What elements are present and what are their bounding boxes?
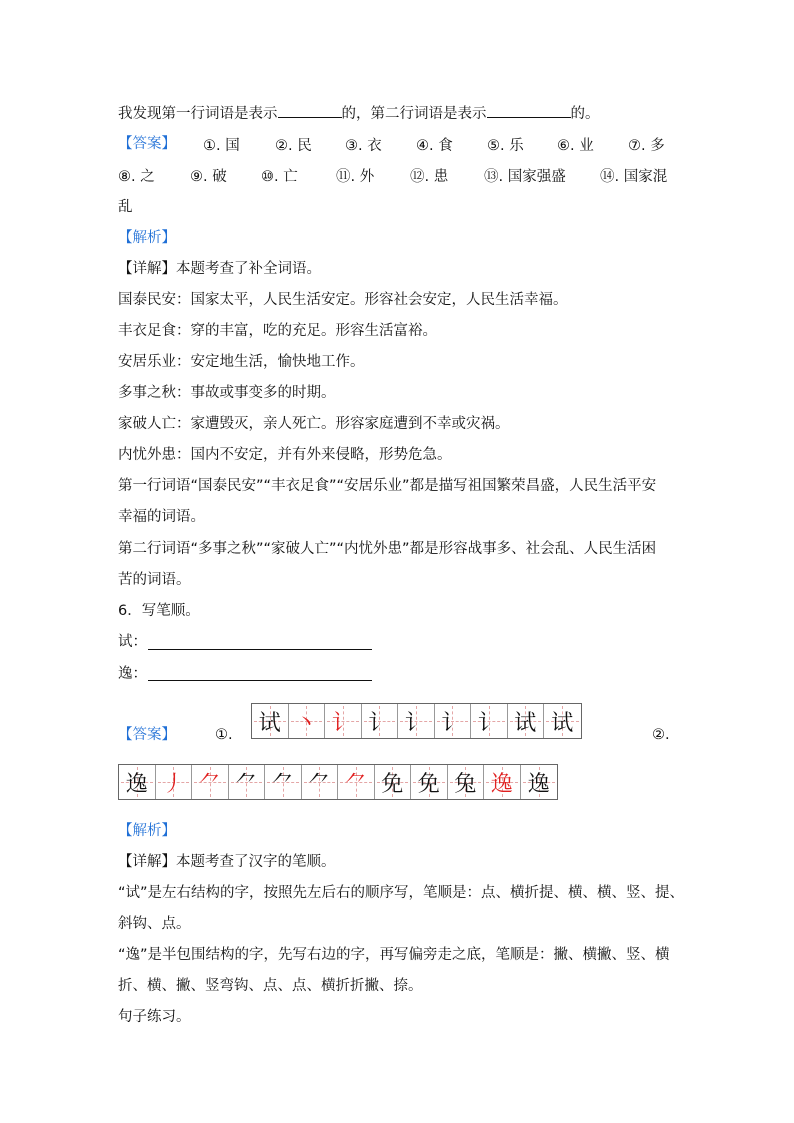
answer-13: ⑬. 国家强盛	[484, 169, 566, 185]
analysis-label: 【解析】	[118, 230, 176, 246]
q6-item-shi-label: 试：	[118, 634, 147, 650]
stroke-cell: 免	[411, 765, 448, 799]
explanation: 家破人亡：家遭毁灭，亲人死亡。形容家庭遭到不幸或灾祸。	[118, 416, 510, 432]
yi-explanation-2: 折、横、撇、竖弯钩、点、点、横折折撇、捺。	[118, 978, 423, 994]
detail-2: 【详解】本题考查了汉字的笔顺。	[118, 854, 336, 870]
explanation: 第二行词语“多事之秋”“家破人亡”“内忧外患”都是形容战事多、社会乱、人民生活困	[118, 541, 657, 557]
stroke-cell: 试	[252, 704, 289, 738]
explanation: 多事之秋：事故或事变多的时期。	[118, 385, 336, 401]
stroke-cell: 逸	[484, 765, 521, 799]
explanation: 丰衣足食：穿的丰富，吃的充足。形容生活富裕。	[118, 323, 437, 339]
yi-explanation-1: “逸”是半包围结构的字，先写右边的字，再写偏旁走之底，笔顺是：撇、横撇、竖、横	[118, 947, 670, 963]
last-line: 句子练习。	[118, 1009, 191, 1025]
answer-8: ⑧. 之	[118, 169, 155, 185]
stroke-cell: 逸	[119, 765, 156, 799]
answer-2: ②. 民	[275, 138, 312, 154]
answer-12: ⑫. 患	[410, 169, 449, 185]
answer-wrap: 乱	[118, 199, 133, 215]
q5-prompt-part1: 我发现第一行词语是表示	[118, 106, 278, 122]
stroke-cell: 讠	[435, 704, 472, 738]
explanation: 第一行词语“国泰民安”“丰衣足食”“安居乐业”都是描写祖国繁荣昌盛，人民生活平安	[118, 478, 657, 494]
q5-prompt-part3: 的。	[570, 106, 600, 122]
stroke-cell: 试	[544, 704, 581, 738]
blank-1[interactable]	[278, 103, 342, 118]
q6-marker-2: ②.	[652, 727, 670, 743]
stroke-cell: 丶	[289, 704, 326, 738]
answer-3: ③. 衣	[345, 138, 382, 154]
stroke-cell: 讠	[325, 704, 362, 738]
stroke-cell: 免	[375, 765, 412, 799]
stroke-cell: 讠	[398, 704, 435, 738]
shi-explanation-1: “试”是左右结构的字，按照先左后右的顺序写，笔顺是：点、横折提、横、横、竖、提、	[118, 885, 685, 901]
shi-explanation-2: 斜钩、点。	[118, 916, 191, 932]
explanation: 安居乐业：安定地生活，愉快地工作。	[118, 354, 365, 370]
stroke-grid-shi	[251, 703, 582, 739]
answer-4: ④. 食	[416, 138, 453, 154]
q6-answer-label: 【答案】	[118, 727, 176, 743]
stroke-cell: ⺈	[229, 765, 266, 799]
q6-item-yi-label: 逸：	[118, 666, 147, 682]
q6-item-shi-blank[interactable]	[148, 649, 372, 650]
stroke-cell: ⺈	[192, 765, 229, 799]
answer-1: ①. 国	[203, 138, 240, 154]
answer-label: 【答案】	[118, 136, 176, 152]
blank-2[interactable]	[487, 103, 571, 118]
answer-10: ⑩. 亡	[261, 169, 298, 185]
answer-7: ⑦. 多	[628, 138, 665, 154]
stroke-cell: 讠	[362, 704, 399, 738]
stroke-cell: 讠	[471, 704, 508, 738]
detail-1: 【详解】本题考查了补全词语。	[118, 261, 321, 277]
explanation: 内忧外患：国内不安定，并有外来侵略，形势危急。	[118, 447, 452, 463]
stroke-cell: 逸	[521, 765, 558, 799]
stroke-cell: 丿	[156, 765, 193, 799]
answer-5: ⑤. 乐	[487, 138, 524, 154]
answer-14: ⑭. 国家混	[600, 169, 668, 185]
q5-prompt	[118, 103, 600, 124]
stroke-cell: ⺈	[338, 765, 375, 799]
q6-title: 6．写笔顺。	[118, 603, 200, 619]
analysis-label-2: 【解析】	[118, 823, 176, 839]
stroke-cell: 兔	[448, 765, 485, 799]
stroke-cell: ⺈	[302, 765, 339, 799]
stroke-cell: ⺈	[265, 765, 302, 799]
stroke-grid-yi	[118, 764, 558, 800]
q5-prompt-part2: 的，第二行词语是表示	[341, 106, 487, 122]
answer-11: ⑪. 外	[336, 169, 375, 185]
answer-9: ⑨. 破	[190, 169, 227, 185]
explanation: 国泰民安：国家太平，人民生活安定。形容社会安定，人民生活幸福。	[118, 292, 568, 308]
q6-marker-1: ①.	[215, 727, 233, 743]
stroke-cell: 试	[508, 704, 545, 738]
q6-item-yi-blank[interactable]	[148, 680, 372, 681]
explanation: 苦的词语。	[118, 572, 191, 588]
explanation: 幸福的词语。	[118, 509, 205, 525]
answer-6: ⑥. 业	[557, 138, 594, 154]
